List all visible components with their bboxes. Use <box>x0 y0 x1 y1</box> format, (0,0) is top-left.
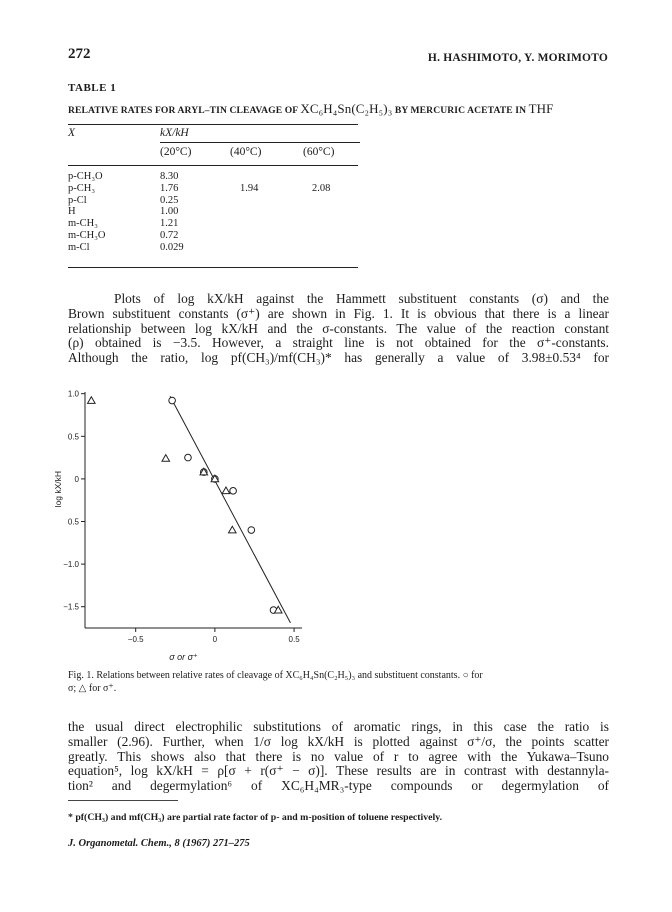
x-tick-label: 0 <box>212 635 218 644</box>
data-point-triangle <box>88 397 96 404</box>
journal-reference: J. Organometal. Chem., 8 (1967) 271–275 <box>68 838 250 849</box>
text-line: smaller (2.96). Further, when 1/σ log kX/kH is plotted against σ⁺/σ, the points scatter <box>68 733 609 749</box>
text-line: Although the ratio, log pf(CH₃)/mf(CH₃)* has generally a value of 3.98±0.53⁴ for <box>68 350 609 366</box>
text-line: tion² and degermylation⁶ of XC₆H₄MR₃-type compounds or degermylation of <box>68 778 609 794</box>
table-cell: m-CH₃ <box>68 218 98 230</box>
table-rows-x <box>68 171 106 254</box>
table-cell: 1.94 <box>240 182 259 194</box>
table-caption-solvent: THF <box>528 101 554 116</box>
footnote: * pf(CH₃) and mf(CH₃) are partial rate factor of p- and m-position of toluene respectively. <box>68 812 443 823</box>
text-line: the usual direct electrophilic substitutions of aromatic rings, in this case the ratio is <box>68 719 609 734</box>
running-header-authors: H. HASHIMOTO, Y. MORIMOTO <box>427 52 608 64</box>
table-rows-20 <box>160 171 184 254</box>
y-tick-label: 1.0 <box>67 389 79 399</box>
x-tick-label: −0.5 <box>127 635 144 644</box>
text-line: Plots of log kX/kH against the Hammett substituent constants (σ) and the <box>114 291 609 306</box>
table-col-ratio: kX/kH <box>160 127 189 139</box>
fit-line <box>170 396 290 623</box>
y-axis-label: log kX/kH <box>53 470 63 508</box>
table-bottom-rule <box>68 267 358 268</box>
figure-caption-line: σ; △ for σ⁺. <box>68 683 117 694</box>
table-caption-suffix: BY MERCURIC ACETATE IN <box>394 105 527 116</box>
table-cell: m-Cl <box>68 241 90 253</box>
table-cell: p-CH₃ <box>68 182 95 194</box>
x-tick-label: 0.5 <box>288 635 300 644</box>
table-cell: m-CH₃O <box>68 229 106 241</box>
table-col-temp-40: (40°C) <box>230 146 262 158</box>
data-point-circle <box>169 397 176 404</box>
text-line: (ρ) obtained is −3.5. However, a straight line is not obtained for the σ⁺-constants. <box>68 335 609 351</box>
table-label: TABLE 1 <box>68 82 117 94</box>
table-sub-rule <box>160 142 360 143</box>
footnote-rule <box>68 800 178 801</box>
table-cell: 1.00 <box>160 206 179 218</box>
paragraph-2 <box>68 720 609 794</box>
text-line: equation⁵, log kX/kH = ρ[σ + r(σ⁺ − σ)]. These results are in contrast with destannyla- <box>68 763 609 779</box>
table-body <box>68 171 358 261</box>
data-point-triangle <box>222 487 230 494</box>
text-line: relationship between log kX/kH and the σ-constants. The value of the reaction constant <box>68 320 609 336</box>
table-header-rule <box>68 165 358 166</box>
data-point-triangle <box>162 455 170 462</box>
table-cell: p-Cl <box>68 194 87 206</box>
figure-caption-line: Fig. 1. Relations between relative rates of cleavage of XC₆H₄Sn(C₂H₅)₃ and substituent constants. ○ for <box>68 670 483 681</box>
figure-caption <box>68 669 613 695</box>
paragraph-1 <box>68 292 609 366</box>
table-top-rule <box>68 124 358 125</box>
table-cell: 2.08 <box>312 182 331 194</box>
y-tick-label: 0 <box>74 474 79 484</box>
table-cell: H <box>68 206 76 218</box>
text-line: Brown substituent constants (σ⁺) are shown in Fig. 1. It is obvious that there is a linear <box>68 305 609 321</box>
data-point-circle <box>230 488 237 495</box>
text-line: greatly. This shows also that there is no value of r to agree with the Yukawa–Tsuno <box>68 748 609 764</box>
table-cell: 1.21 <box>160 218 179 230</box>
plot-area <box>53 390 302 662</box>
table-cell: 1.76 <box>160 182 179 194</box>
figure-1-plot <box>40 380 340 670</box>
table-col-temp-60: (60°C) <box>303 146 335 158</box>
table-caption-formula: XC₆H₄Sn(C₂H₅)₃ <box>300 101 393 116</box>
table-cell: 0.029 <box>160 241 184 253</box>
page-number: 272 <box>68 46 91 62</box>
x-axis-label: σ or σ⁺ <box>169 652 198 662</box>
table-caption-prefix: RELATIVE RATES FOR ARYL–TIN CLEAVAGE OF <box>68 105 298 116</box>
y-tick-label: 0.5 <box>67 432 79 442</box>
y-tick-label: 0.5 <box>67 517 79 527</box>
y-tick-label: −1.5 <box>63 602 79 612</box>
table-cell: 0.72 <box>160 229 179 241</box>
data-point-triangle <box>229 526 237 533</box>
table-col-temp-20: (20°C) <box>160 146 192 158</box>
table-cell: 0.25 <box>160 194 179 206</box>
table-caption <box>68 101 554 117</box>
table-cell: p-CH₃O <box>68 171 103 182</box>
table-cell: 8.30 <box>160 171 179 182</box>
y-tick-label: −1.0 <box>63 560 79 570</box>
data-point-circle <box>185 454 192 461</box>
data-point-circle <box>248 527 255 534</box>
table-col-x: X <box>68 127 76 139</box>
